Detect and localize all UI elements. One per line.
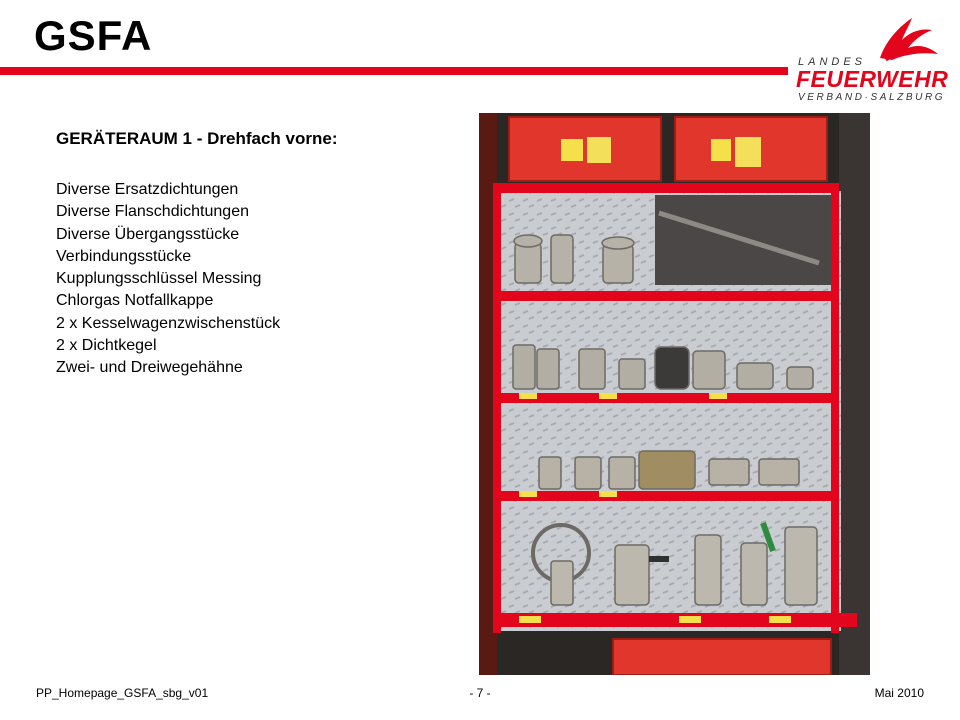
slide-title: GSFA [34, 12, 153, 59]
list-item: Chlorgas Notfallkappe [56, 292, 214, 310]
title-underline-bar [0, 67, 788, 75]
logo-line-feuerwehr: FEUERWEHR [796, 66, 949, 92]
equipment-list [56, 179, 280, 380]
list-item: Diverse Flanschdichtungen [56, 203, 249, 221]
list-item: 2 x Kesselwagenzwischenstück [56, 314, 281, 332]
list-item: Zwei- und Dreiwegehähne [56, 359, 243, 377]
equipment-cabinet-photo [479, 113, 870, 675]
list-item: 2 x Dichtkegel [56, 337, 157, 355]
list-item: Verbindungsstücke [56, 247, 192, 265]
logo-line-landes: LANDES [798, 56, 867, 68]
footer-date: Mai 2010 [874, 686, 924, 700]
section-heading: GERÄTERAUM 1 - Drehfach vorne: [56, 129, 338, 148]
flame-emblem-icon [862, 14, 942, 66]
list-item: Diverse Übergangsstücke [56, 225, 240, 243]
cabinet-illustration [479, 113, 870, 675]
footer-file-name: PP_Homepage_GSFA_sbg_v01 [36, 686, 209, 700]
footer-page-number: - 7 - [469, 686, 491, 700]
list-item: Kupplungsschlüssel Messing [56, 270, 262, 288]
list-item: Diverse Ersatzdichtungen [56, 181, 239, 198]
logo-line-verband: VERBAND·SALZBURG [798, 92, 946, 103]
feuerwehr-logo [796, 14, 949, 103]
